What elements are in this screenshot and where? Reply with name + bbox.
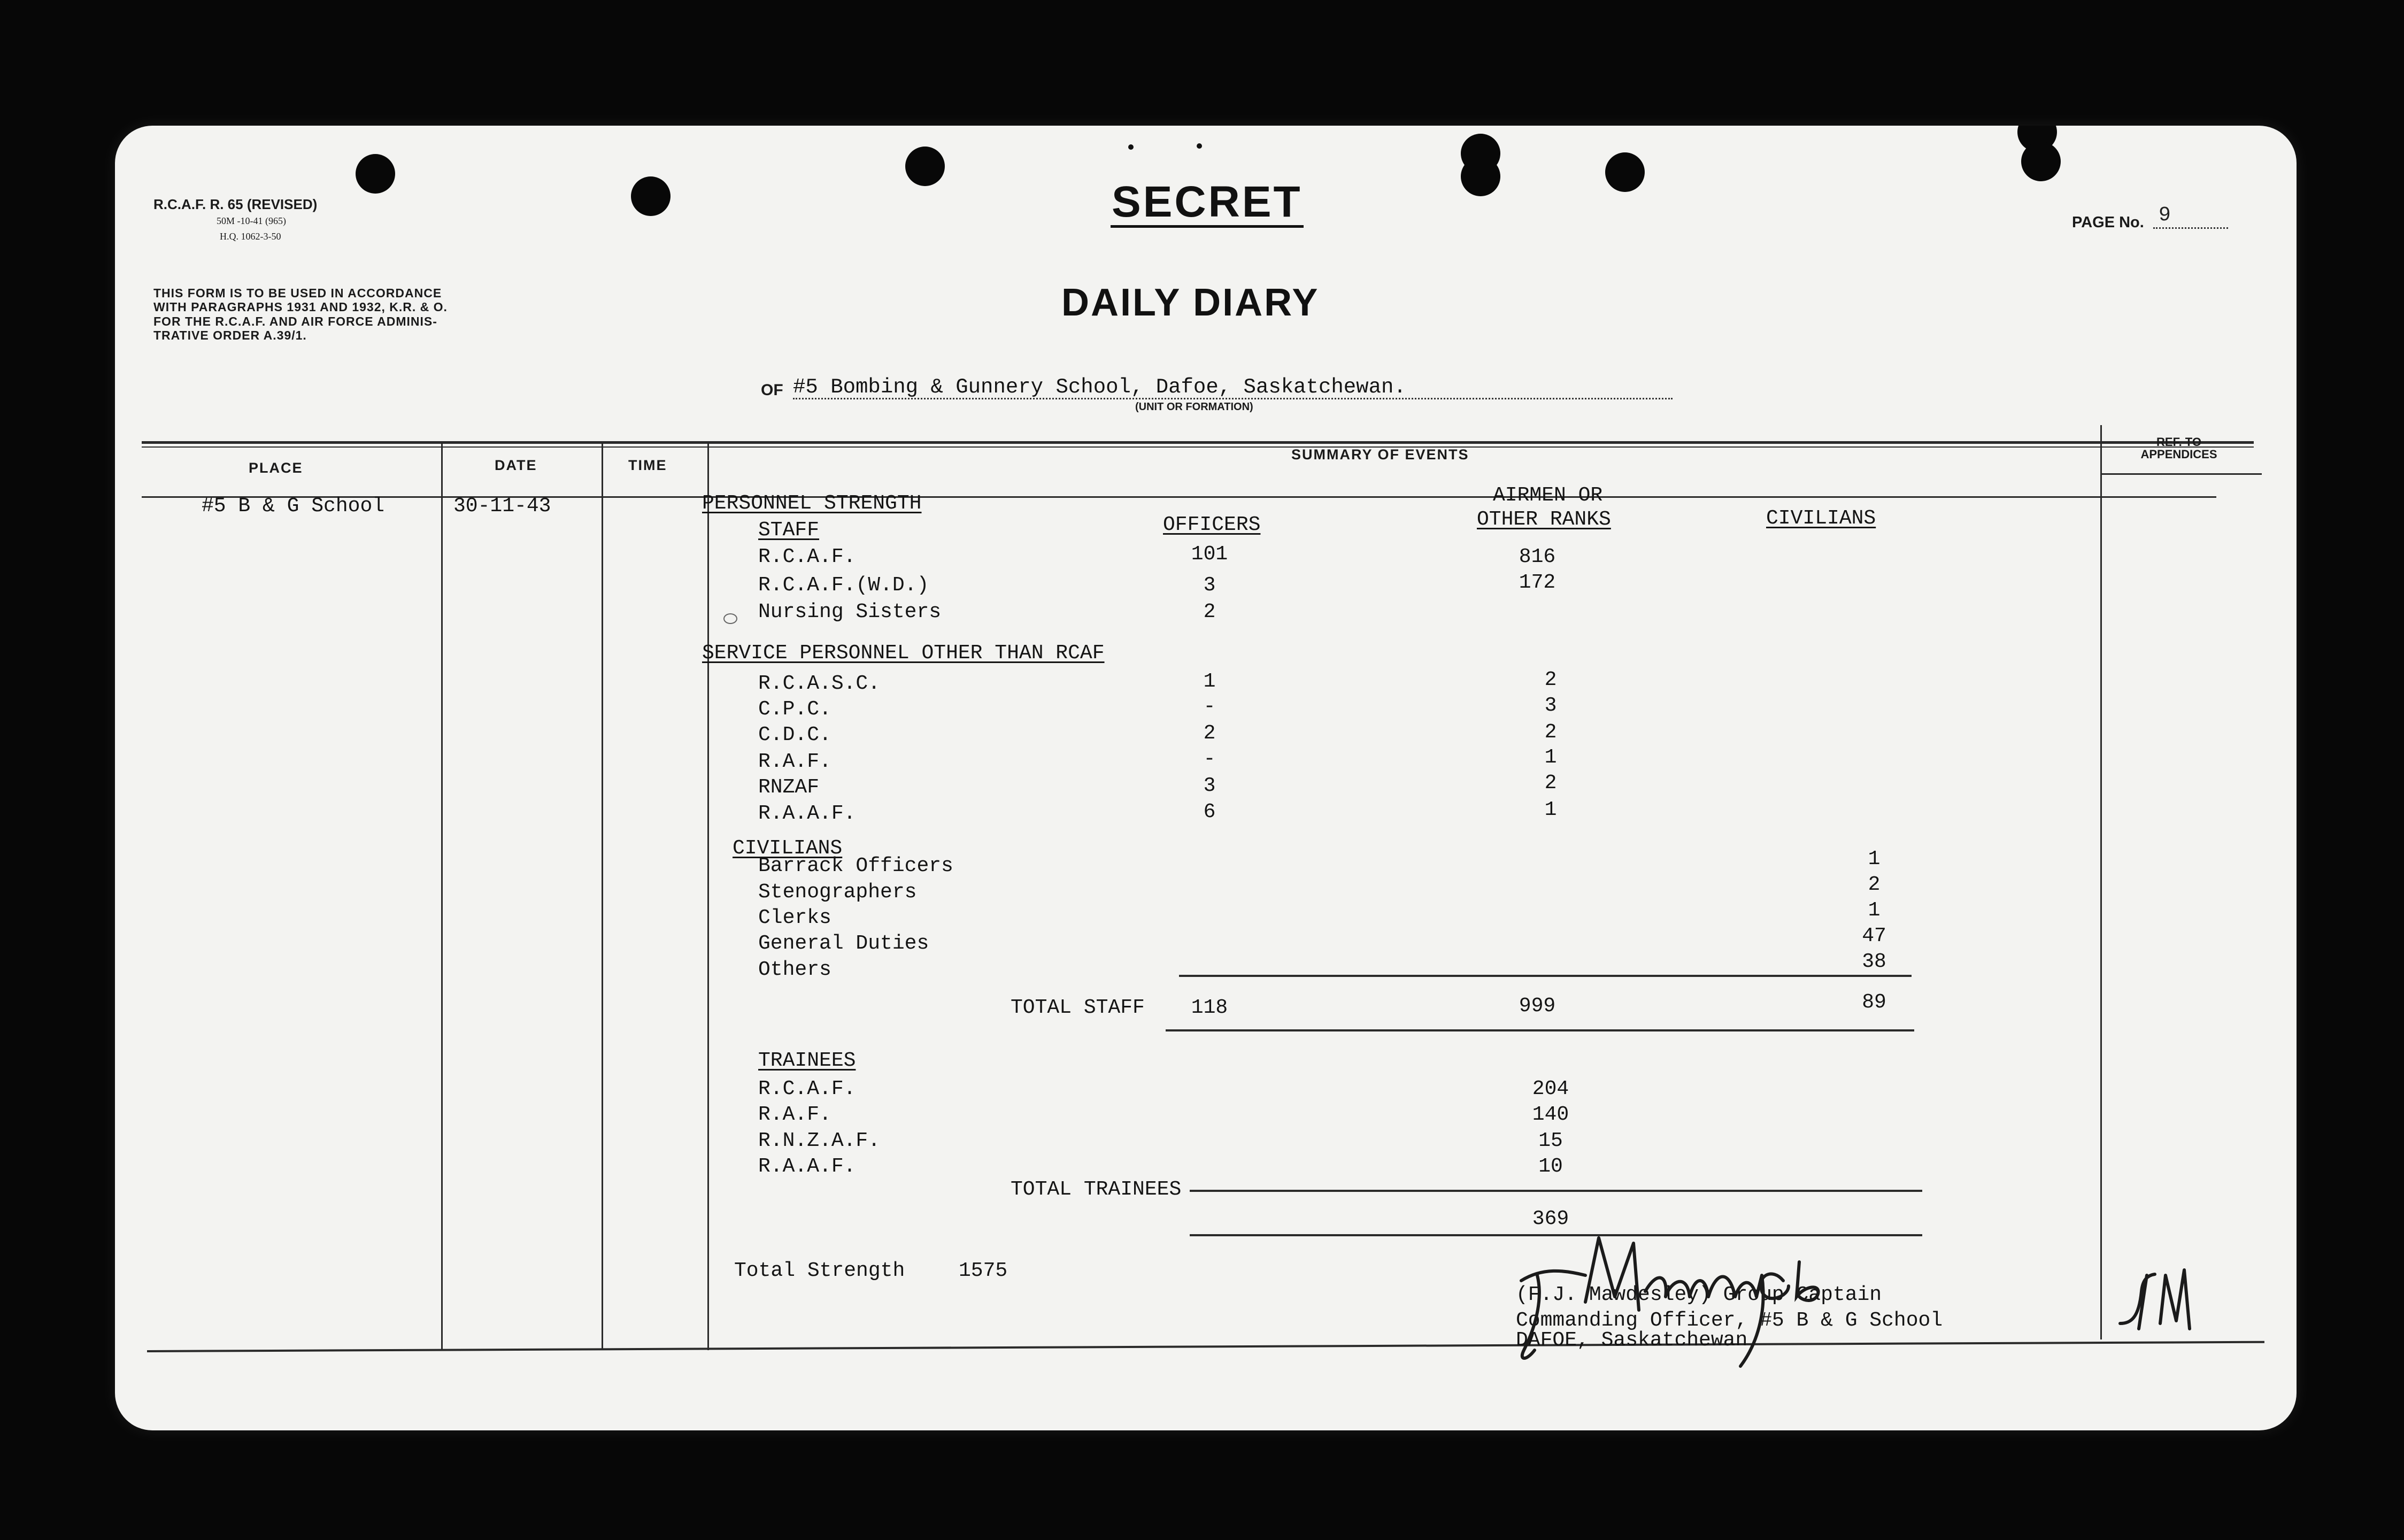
service-row-airmen: 1 xyxy=(1544,746,1557,769)
service-row-label: R.A.A.F. xyxy=(758,802,856,825)
civilian-row-count: 1 xyxy=(1868,899,1881,922)
service-row-officers: 2 xyxy=(1203,722,1216,745)
unit-caption: (UNIT OR FORMATION) xyxy=(1135,401,1253,413)
table-bottom-rule xyxy=(147,1341,2264,1352)
staff-row-label: Nursing Sisters xyxy=(758,600,942,623)
small-mark-icon xyxy=(723,613,737,624)
punch-hole xyxy=(905,147,945,186)
column-airmen-line2: OTHER RANKS xyxy=(1477,508,1611,531)
page-number: 9 xyxy=(2159,204,2171,227)
staff-heading: STAFF xyxy=(758,519,820,542)
signatory-name: (F.J. Mawdesley) Group Captain xyxy=(1516,1283,1882,1306)
civilians-heading: CIVILIANS xyxy=(733,837,843,860)
service-row-label: C.P.C. xyxy=(758,698,831,721)
trainees-heading: TRAINEES xyxy=(758,1049,856,1072)
instructions-line: TRATIVE ORDER A.39/1. xyxy=(153,328,307,343)
ref-header-line: APPENDICES xyxy=(2140,448,2217,461)
column-header-summary: SUMMARY OF EVENTS xyxy=(1291,446,1469,463)
hq-code: H.Q. 1062-3-50 xyxy=(220,231,281,242)
total-staff-airmen: 999 xyxy=(1519,995,1556,1018)
service-row-airmen: 2 xyxy=(1544,721,1557,744)
service-row-officers: - xyxy=(1203,695,1216,718)
of-label: OF xyxy=(761,381,783,399)
total-staff-top-rule xyxy=(1179,975,1912,977)
instructions-line: FOR THE R.C.A.F. AND AIR FORCE ADMINIS- xyxy=(153,314,437,328)
trainee-row-label: R.A.F. xyxy=(758,1103,831,1126)
page-title: DAILY DIARY xyxy=(1061,281,1320,324)
total-staff-bottom-rule xyxy=(1166,1029,1914,1031)
ref-header-line: REF. TO xyxy=(2156,435,2201,449)
service-row-label: C.D.C. xyxy=(758,723,831,746)
civilian-row-label: General Duties xyxy=(758,932,929,955)
handwritten-signature xyxy=(1505,1216,1879,1372)
diary-sheet xyxy=(115,126,2297,1430)
trainee-row-airmen: 140 xyxy=(1532,1103,1569,1126)
staff-row-officers: 3 xyxy=(1203,574,1216,597)
civilian-row-count: 38 xyxy=(1862,950,1886,973)
service-row-label: R.C.A.S.C. xyxy=(758,672,881,695)
punch-hole xyxy=(356,154,395,194)
total-trainees-label: TOTAL TRAINEES xyxy=(1011,1178,1182,1201)
total-staff-civilians: 89 xyxy=(1862,991,1886,1014)
staff-row-airmen: 172 xyxy=(1519,571,1556,594)
staff-row-officers: 2 xyxy=(1203,600,1216,623)
staff-row-airmen: 816 xyxy=(1519,545,1556,568)
signatory-title: Commanding Officer, #5 B & G School xyxy=(1516,1309,1943,1332)
print-code: 50M -10-41 (965) xyxy=(217,215,286,226)
service-row-airmen: 2 xyxy=(1544,772,1557,795)
civilian-row-count: 2 xyxy=(1868,873,1881,896)
civilian-row-label: Stenographers xyxy=(758,881,917,904)
service-personnel-heading: SERVICE PERSONNEL OTHER THAN RCAF xyxy=(702,642,1105,665)
trainee-row-label: R.A.A.F. xyxy=(758,1155,856,1178)
signatory-location: DAFOE, Saskatchewan xyxy=(1516,1329,1748,1352)
page-number-field xyxy=(2153,204,2228,229)
column-header-date: DATE xyxy=(495,457,537,473)
service-row-airmen: 2 xyxy=(1544,668,1557,691)
column-airmen-line1: AIRMEN OR xyxy=(1493,484,1603,507)
unit-name: #5 Bombing & Gunnery School, Dafoe, Saskatchewan. xyxy=(793,375,1406,399)
trainee-row-label: R.C.A.F. xyxy=(758,1077,856,1100)
service-row-airmen: 3 xyxy=(1544,694,1557,717)
trainee-row-airmen: 10 xyxy=(1538,1155,1563,1178)
staff-row-label: R.C.A.F. xyxy=(758,545,856,568)
column-header-place: PLACE xyxy=(249,460,303,476)
total-trainees-top-rule xyxy=(1190,1190,1922,1192)
total-staff-label: TOTAL STAFF xyxy=(1011,996,1145,1019)
trainee-row-airmen: 204 xyxy=(1532,1077,1569,1100)
total-trainees: 369 xyxy=(1532,1207,1569,1230)
total-strength: 1575 xyxy=(959,1259,1008,1282)
speck xyxy=(1128,144,1134,150)
table-top-rule-2 xyxy=(142,446,2254,448)
column-officers: OFFICERS xyxy=(1163,513,1261,536)
column-header-ref xyxy=(2115,436,2243,460)
classification-stamp: SECRET xyxy=(1111,179,1304,228)
service-row-officers: 6 xyxy=(1203,800,1216,823)
form-number: R.C.A.F. R. 65 (REVISED) xyxy=(153,196,318,212)
civilian-row-label: Others xyxy=(758,958,831,981)
civilian-row-count: 1 xyxy=(1868,848,1881,871)
column-divider xyxy=(707,441,709,1350)
punch-hole xyxy=(1605,152,1645,192)
column-divider xyxy=(441,441,443,1350)
header-bottom-rule xyxy=(142,496,2216,498)
ref-header-rule xyxy=(2101,473,2262,475)
instructions-line: WITH PARAGRAPHS 1931 AND 1932, K.R. & O. xyxy=(153,300,448,314)
unit-field xyxy=(793,374,1673,399)
civilian-row-label: Clerks xyxy=(758,906,831,929)
column-divider xyxy=(602,441,603,1350)
civilian-row-label: Barrack Officers xyxy=(758,854,953,877)
punch-hole xyxy=(631,176,671,216)
service-row-officers: - xyxy=(1203,748,1216,771)
service-row-label: R.A.F. xyxy=(758,750,831,773)
table-top-rule xyxy=(142,441,2254,444)
staff-row-label: R.C.A.F.(W.D.) xyxy=(758,574,929,597)
total-staff-officers: 118 xyxy=(1191,996,1228,1019)
column-civilians: CIVILIANS xyxy=(1766,507,1876,530)
service-row-label: RNZAF xyxy=(758,776,820,799)
entry-place: #5 B & G School xyxy=(202,495,385,518)
civilian-row-count: 47 xyxy=(1862,925,1886,948)
form-instructions xyxy=(153,286,448,343)
staff-row-officers: 101 xyxy=(1191,543,1228,566)
column-header-time: TIME xyxy=(628,457,667,473)
handwritten-initials xyxy=(2109,1259,2216,1339)
page-label: PAGE No. xyxy=(2072,214,2144,231)
trainee-row-label: R.N.Z.A.F. xyxy=(758,1129,881,1152)
column-divider xyxy=(2100,425,2102,1339)
punch-hole xyxy=(1461,157,1500,196)
trainee-row-airmen: 15 xyxy=(1538,1129,1563,1152)
service-row-officers: 1 xyxy=(1203,670,1216,693)
instructions-line: THIS FORM IS TO BE USED IN ACCORDANCE xyxy=(153,286,442,300)
entry-date: 30-11-43 xyxy=(453,495,551,518)
service-row-officers: 3 xyxy=(1203,774,1216,797)
total-strength-label: Total Strength xyxy=(734,1259,905,1282)
speck xyxy=(1197,143,1202,149)
personnel-strength-heading: PERSONNEL STRENGTH xyxy=(702,492,922,515)
service-row-airmen: 1 xyxy=(1544,798,1557,821)
punch-hole xyxy=(2021,142,2061,181)
